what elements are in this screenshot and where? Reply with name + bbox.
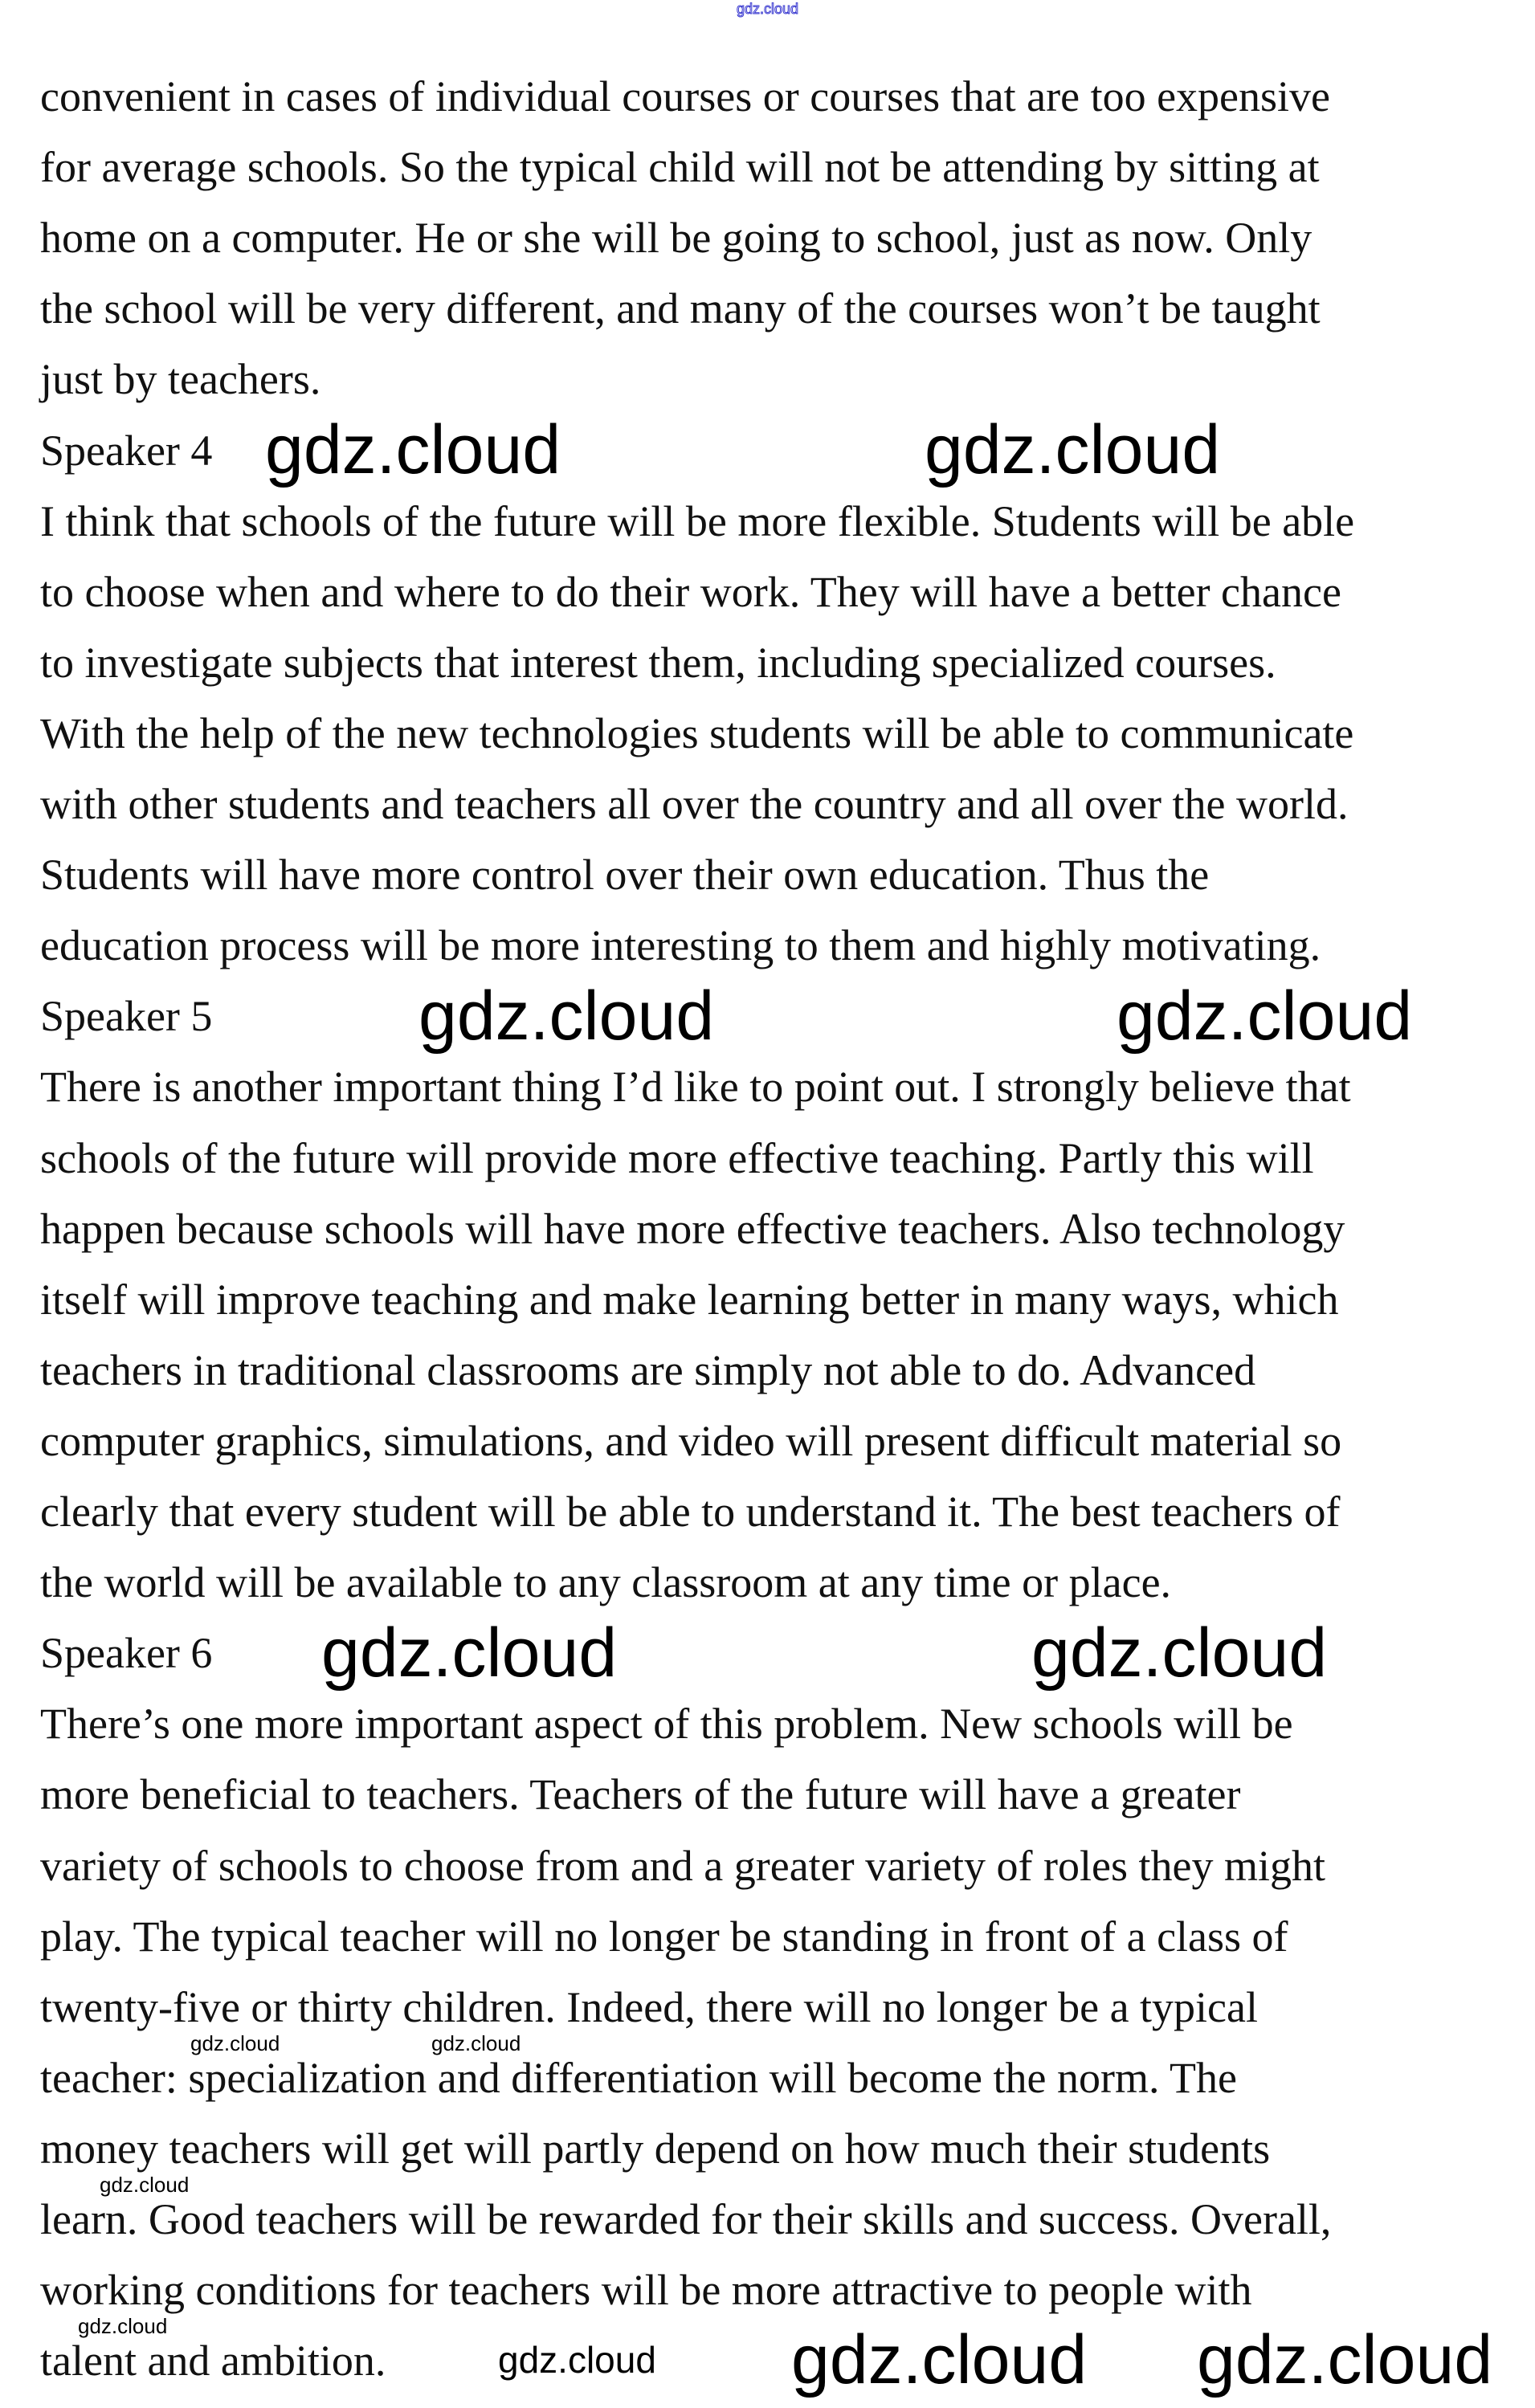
speaker-label: Speaker 6 [40, 1629, 213, 1678]
text-line: itself will improve teaching and make learning better in many ways, which [40, 1275, 1339, 1324]
watermark: gdz.cloud [418, 977, 715, 1055]
watermark: gdz.cloud [190, 2031, 280, 2055]
text-line: to investigate subjects that interest them, including specialized courses. [40, 638, 1276, 687]
text-line: more beneficial to teachers. Teachers of the future will have a greater [40, 1770, 1241, 1819]
text-line: learn. Good teachers will be rewarded for their skills and success. Overall, [40, 2195, 1332, 2243]
watermark: gdz.cloud [1031, 1614, 1328, 1692]
text-line: computer graphics, simulations, and video will present difficult material so [40, 1416, 1342, 1465]
text-line: There is another important thing I’d like to point out. I strongly believe that [40, 1063, 1351, 1112]
text-line: to choose when and where to do their work. They will have a better chance [40, 567, 1341, 616]
watermark-top: gdz.cloud [737, 1, 799, 17]
text-line: teacher: specialization and differentiation will become the norm. The [40, 2053, 1237, 2102]
text-line: money teachers will get will partly depend on how much their students [40, 2124, 1271, 2173]
text-line: twenty-five or thirty children. Indeed, there will no longer be a typical [40, 1982, 1258, 2031]
text-line: convenient in cases of individual courses or courses that are too expensive [40, 72, 1330, 120]
watermark: gdz.cloud [100, 2173, 190, 2197]
watermark: gdz.cloud [1197, 2321, 1493, 2398]
speaker-label: Speaker 5 [40, 992, 213, 1041]
text-line: Students will have more control over their own education. Thus the [40, 851, 1210, 900]
watermark: gdz.cloud [1117, 977, 1413, 1055]
text-line: working conditions for teachers will be more attractive to people with [40, 2266, 1252, 2315]
text-line: With the help of the new technologies students will be able to communicate [40, 708, 1354, 757]
text-line: with other students and teachers all over the country and all over the world. [40, 780, 1349, 828]
watermark: gdz.cloud [925, 411, 1221, 488]
watermark: gdz.cloud [265, 411, 561, 488]
text-line: the world will be available to any classroom at any time or place. [40, 1558, 1172, 1607]
text-line: variety of schools to choose from and a greater variety of roles they might [40, 1841, 1325, 1890]
watermark: gdz.cloud [498, 2339, 656, 2381]
watermark: gdz.cloud [791, 2321, 1088, 2398]
text-line: I think that schools of the future will be more flexible. Students will be able [40, 496, 1355, 545]
watermark: gdz.cloud [431, 2031, 521, 2055]
text-line: schools of the future will provide more effective teaching. Partly this will [40, 1133, 1314, 1182]
text-line: the school will be very different, and many of the courses won’t be taught [40, 284, 1321, 333]
watermark: gdz.cloud [78, 2314, 168, 2338]
text-line: There’s one more important aspect of this problem. New schools will be [40, 1700, 1293, 1749]
text-line: just by teachers. [40, 355, 321, 404]
text-line: teachers in traditional classrooms are simply not able to do. Advanced [40, 1345, 1256, 1394]
text-line: clearly that every student will be able to understand it. The best teachers of [40, 1488, 1341, 1536]
text-line: happen because schools will have more effective teachers. Also technology [40, 1204, 1345, 1253]
text-line: talent and ambition. [40, 2337, 386, 2386]
text-line: for average schools. So the typical child will not be attending by sitting at [40, 143, 1320, 192]
watermark: gdz.cloud [321, 1614, 618, 1692]
text-line: education process will be more interesting to them and highly motivating. [40, 921, 1321, 970]
text-line: home on a computer. He or she will be going to school, just as now. Only [40, 214, 1313, 263]
speaker-label: Speaker 4 [40, 426, 213, 475]
text-line: play. The typical teacher will no longer be standing in front of a class of [40, 1912, 1288, 1961]
